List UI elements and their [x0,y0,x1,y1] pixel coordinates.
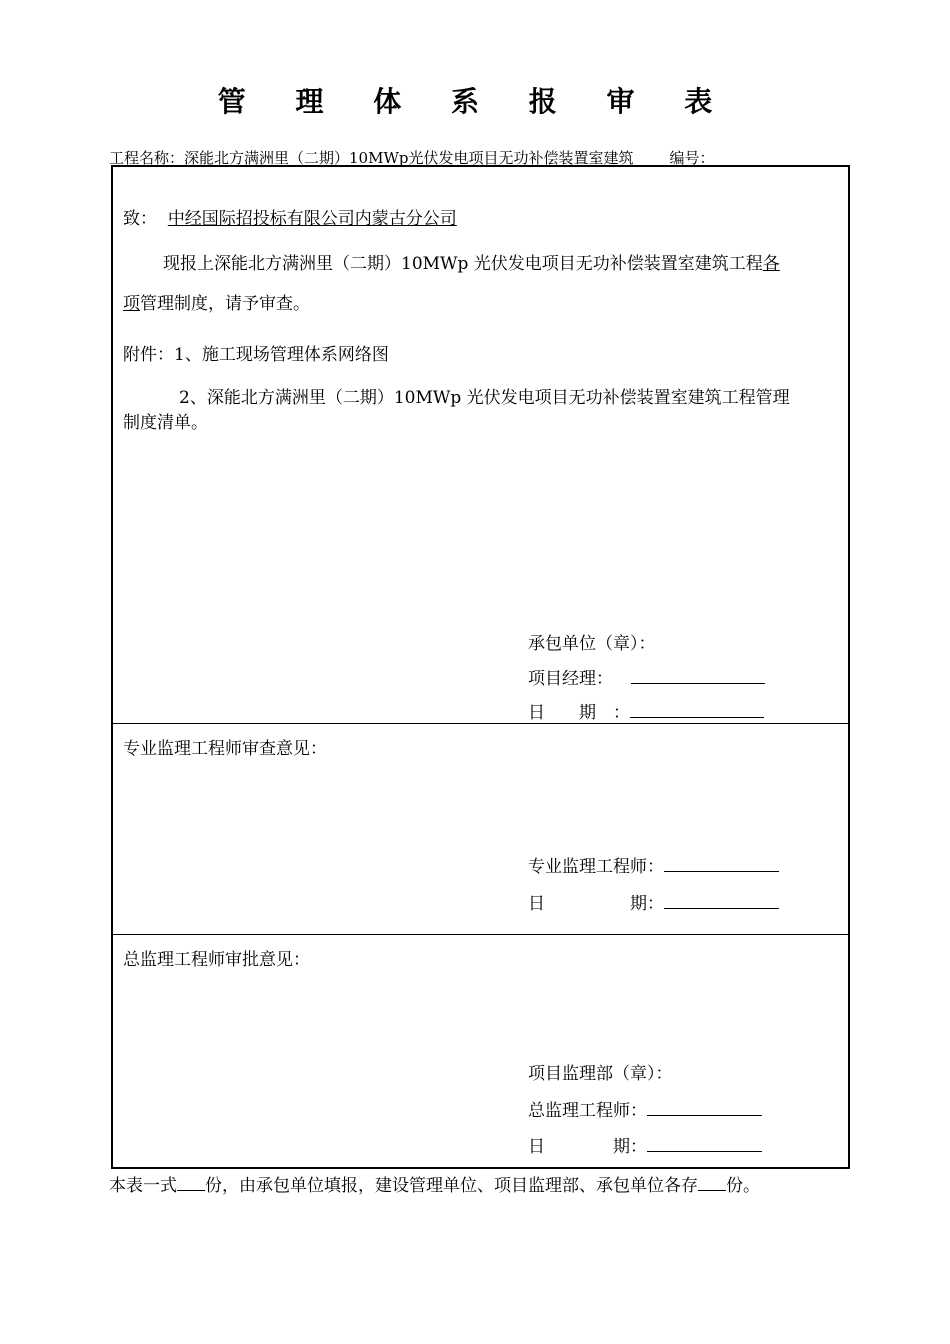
specialist-engineer-label: 专业监理工程师： [528,857,664,877]
chief-engineer-label: 总监理工程师： [528,1101,647,1121]
copies-blank-1[interactable] [177,1174,205,1191]
approval-form-table [111,165,850,1169]
specialist-date-line [528,889,779,914]
submission-body [123,244,843,324]
chief-date-blank[interactable] [647,1150,762,1152]
project-name-label: 工程名称： [109,149,185,167]
chief-approval-heading: 总监理工程师审批意见： [123,950,310,970]
body-underlined-1: 各 [762,254,780,274]
chief-date-label: 日 期： [528,1137,647,1157]
footer-part-3: 份。 [726,1176,760,1196]
addressee-unit: 中经国际招投标有限公司内蒙古分公司 [167,209,457,229]
footer-part-2: 份，由承包单位填报，建设管理单位、项目监理部、承包单位各存 [205,1176,698,1196]
supervision-dept-seal-label: 项目监理部（章）： [528,1064,673,1084]
project-manager-label: 项目经理： [528,669,613,689]
contractor-date-line [528,698,764,723]
chief-approval-section [113,935,848,1169]
footer-part-1: 本表一式 [109,1176,177,1196]
code-label: 编号： [669,149,715,167]
specialist-date-blank[interactable] [664,907,779,909]
specialist-engineer-line [528,852,779,877]
contractor-seal-label: 承包单位（章）： [528,634,656,654]
project-name-value: 深能北方满洲里（二期）10MWp光伏发电项目无功补偿装置室建筑 [184,149,634,167]
project-manager-signature-blank[interactable] [631,682,765,684]
body-line-2: 管理制度，请予审查。 [140,294,310,314]
contractor-date-blank[interactable] [630,716,764,718]
addressee-line [123,204,457,229]
attachment-1: 附件：1、施工现场管理体系网络图 [123,345,389,365]
copies-blank-2[interactable] [698,1174,726,1191]
attachment-2-line-1: 2、深能北方满洲里（二期）10MWp 光伏发电项目无功补偿装置室建筑工程管理 [179,388,790,408]
specialist-date-label: 日 期： [528,894,664,914]
form-title: 管 理 体 系 报 审 表 [217,85,733,118]
contractor-date-label: 日 期 ： [528,703,630,723]
body-line-1: 现报上深能北方满洲里（二期）10MWp 光伏发电项目无功补偿装置室建筑工程 [163,254,763,274]
to-label: 致： [123,209,157,229]
chief-engineer-line [528,1096,762,1121]
chief-date-line [528,1132,762,1157]
attachment-2-line-2: 制度清单。 [123,413,208,433]
specialist-engineer-signature-blank[interactable] [664,870,779,872]
body-underlined-2: 项 [123,294,140,314]
specialist-review-section [113,724,848,935]
specialist-review-heading: 专业监理工程师审查意见： [123,739,327,759]
submission-section [113,167,848,724]
footer-note [109,1171,760,1196]
chief-engineer-signature-blank[interactable] [647,1114,762,1116]
project-manager-line [528,664,765,689]
